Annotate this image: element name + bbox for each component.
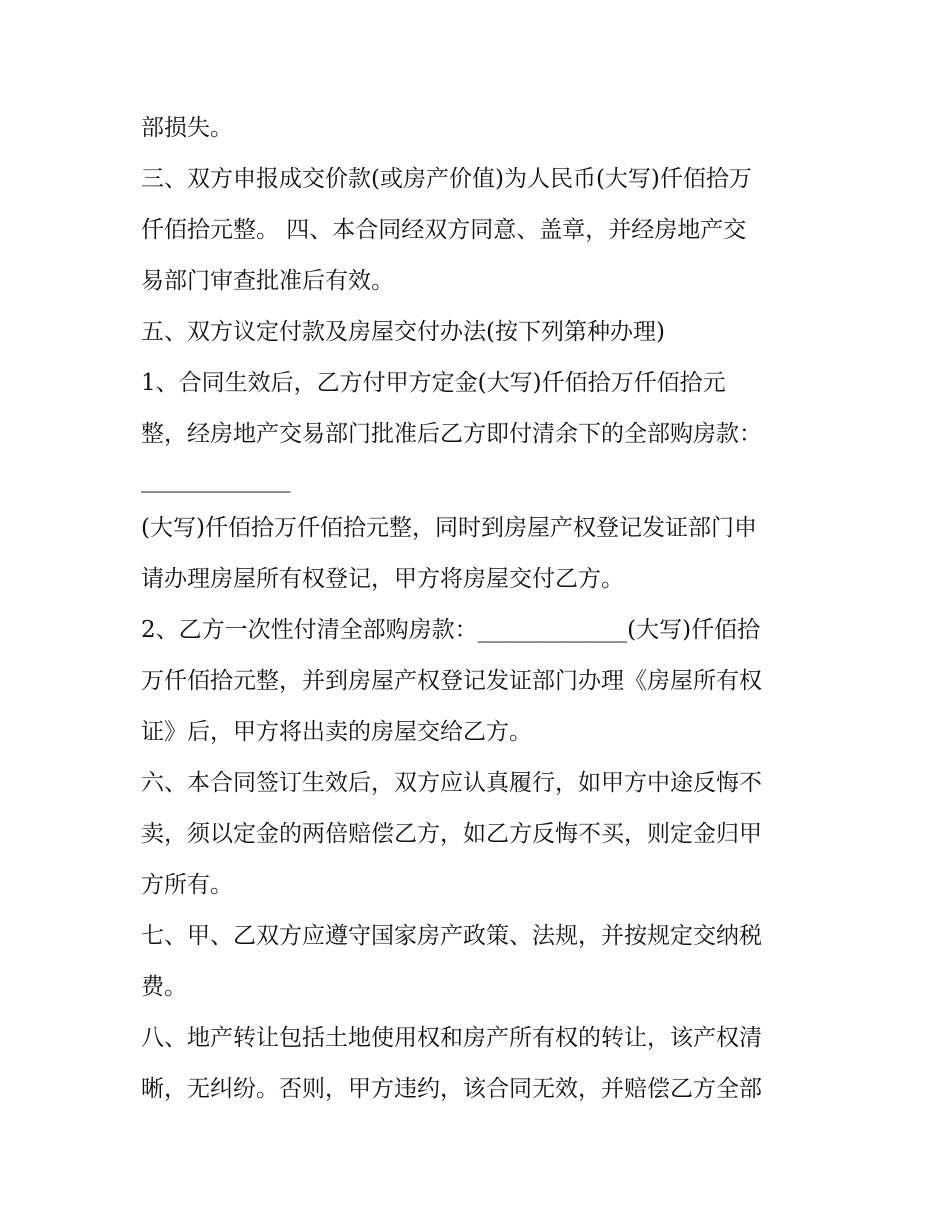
line-text: 2、乙方一次性付清全部购房款：_____________(大写)仟佰拾 [141, 617, 761, 643]
line-text: 费。 [141, 974, 187, 1000]
text-line [141, 564, 624, 594]
line-text: 六、本合同签订生效后，双方应认真履行，如甲方中途反悔不 [141, 770, 762, 796]
text-line [141, 266, 394, 296]
line-text: 整，经房地产交易部门批准后乙方即付清余下的全部购房款： [141, 421, 762, 447]
text-line [141, 819, 762, 849]
text-line [141, 768, 762, 798]
line-text: 三、双方申报成交价款(或房产价值)为人民币(大写)仟佰拾万 [141, 166, 752, 192]
line-text: 仟佰拾元整。 四、本合同经双方同意、盖章，并经房地产交 [141, 217, 747, 243]
line-text: 部损失。 [141, 115, 233, 141]
line-text: (大写)仟佰拾万仟佰拾元整，同时到房屋产权登记发证部门申 [141, 515, 757, 541]
line-text: 请办理房屋所有权登记，甲方将房屋交付乙方。 [141, 566, 624, 592]
text-line [141, 1023, 762, 1053]
text-line [141, 215, 746, 245]
line-text: _____________ [141, 467, 291, 493]
text-line [141, 870, 233, 900]
text-line [141, 368, 726, 398]
line-text: 易部门审查批准后有效。 [141, 268, 394, 294]
line-text: 方所有。 [141, 872, 233, 898]
text-line [141, 513, 757, 543]
line-text: 晰，无纠纷。否则，甲方违约，该合同无效，并赔偿乙方全部 [141, 1076, 762, 1102]
line-text: 八、地产转让包括土地使用权和房产所有权的转让，该产权清 [141, 1025, 762, 1051]
text-line [141, 113, 233, 143]
line-text: 1、合同生效后，乙方付甲方定金(大写)仟佰拾万仟佰拾元 [141, 370, 726, 396]
line-text: 万仟佰拾元整，并到房屋产权登记发证部门办理《房屋所有权 [141, 668, 762, 694]
text-line [141, 164, 752, 194]
line-text: 卖，须以定金的两倍赔偿乙方，如乙方反悔不买，则定金归甲 [141, 821, 762, 847]
text-line [141, 717, 532, 747]
line-text: 七、甲、乙双方应遵守国家房产政策、法规，并按规定交纳税 [141, 923, 762, 949]
line-text: 五、双方议定付款及房屋交付办法(按下列第种办理) [141, 319, 665, 345]
blank-underline [141, 465, 291, 495]
text-line [141, 972, 187, 1002]
text-line [141, 1074, 762, 1104]
line-text: 证》后，甲方将出卖的房屋交给乙方。 [141, 719, 532, 745]
text-line [141, 317, 665, 347]
text-line [141, 419, 762, 449]
text-line [141, 615, 760, 645]
text-line [141, 921, 762, 951]
text-line [141, 666, 762, 696]
